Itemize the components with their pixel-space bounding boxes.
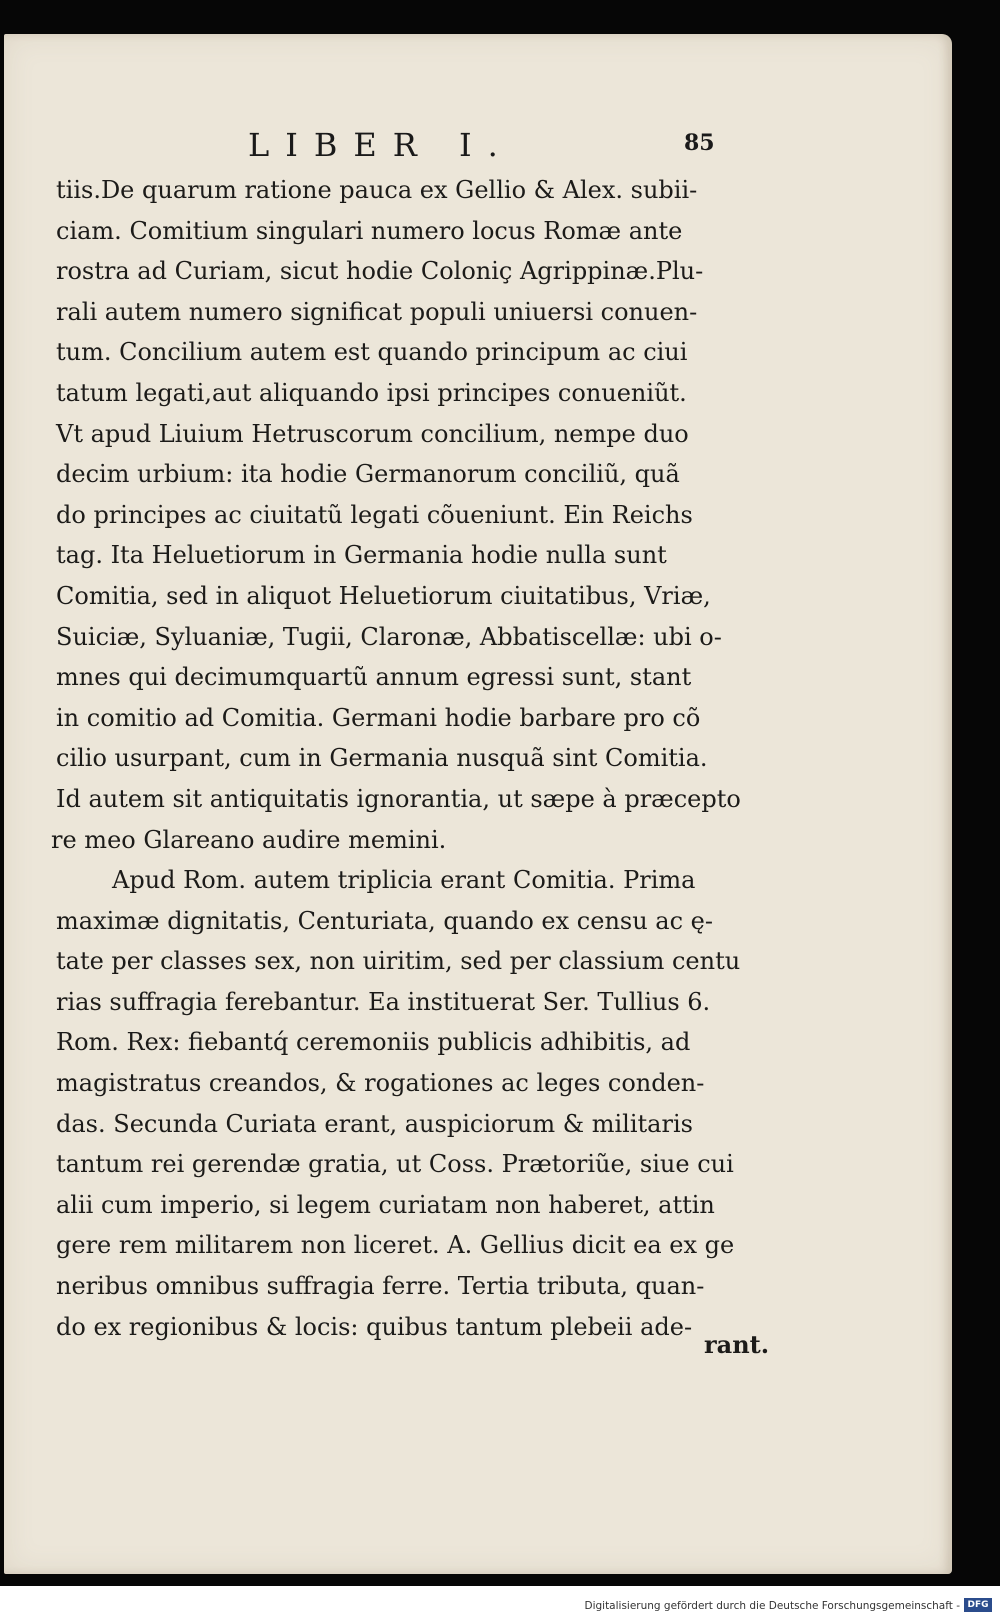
- funding-note: Digitalisierung gefördert durch die Deutsche Forschungsgemeinschaft -: [584, 1600, 960, 1612]
- text-line: tum. Concilium autem est quando principum ac ciui: [56, 338, 688, 367]
- text-line: tate per classes sex, non uiritim, sed per classium centu: [56, 947, 741, 976]
- text-line: rostra ad Curiam, sicut hodie Coloniç Agrippinæ.Plu-: [56, 257, 704, 286]
- text-line: re meo Glareano audire memini.: [51, 825, 447, 854]
- text-line: maximæ dignitatis, Centuriata, quando ex censu ac ę-: [56, 906, 713, 935]
- body-text: [51, 170, 756, 1347]
- book-page: [4, 34, 952, 1574]
- text-line: gere rem militarem non liceret. A. Gellius dicit ea ex ge: [56, 1231, 735, 1260]
- text-line: tiis.De quarum ratione pauca ex Gellio & Alex. subii-: [56, 176, 698, 204]
- text-line: in comitio ad Comitia. Germani hodie barbare pro cõ: [56, 703, 701, 732]
- text-line: Suiciæ, Syluaniæ, Tugii, Claronæ, Abbatiscellæ: ubi o-: [56, 622, 722, 651]
- text-line: cilio usurpant, cum in Germania nusquã sint Comitia.: [56, 744, 708, 773]
- folio-number: 85: [684, 130, 715, 156]
- dfg-logo: DFG: [964, 1598, 992, 1612]
- text-line: ciam. Comitium singulari numero locus Romæ ante: [56, 216, 683, 245]
- text-line: do ex regionibus & locis: quibus tantum plebeii ade-: [56, 1312, 693, 1341]
- text-line: rias suffragia ferebantur. Ea instituerat Ser. Tullius 6.: [56, 987, 711, 1016]
- text-line: Rom. Rex: fiebantq́ ceremoniis publicis adhibitis, ad: [56, 1028, 691, 1057]
- text-line: rali autem numero significat populi uniuersi conuen-: [56, 297, 698, 326]
- text-line: decim urbium: ita hodie Germanorum conciliũ, quã: [56, 460, 680, 489]
- text-line: Comitia, sed in aliquot Heluetiorum ciuitatibus, Vriæ,: [56, 581, 711, 610]
- text-line: alii cum imperio, si legem curiatam non haberet, attin: [56, 1190, 715, 1219]
- text-line: tatum legati,aut aliquando ipsi principes conueniũt.: [56, 378, 687, 407]
- catchword: rant.: [704, 1330, 770, 1359]
- text-line: Id autem sit antiquitatis ignorantia, ut sæpe à præcepto: [56, 784, 741, 813]
- footer-strip: [0, 1586, 1000, 1620]
- text-line: das. Secunda Curiata erant, auspiciorum & militaris: [56, 1109, 693, 1138]
- text-line: do principes ac ciuitatũ legati cõueniunt. Ein Reichs: [56, 500, 693, 529]
- text-line: mnes qui decimumquartũ annum egressi sunt, stant: [56, 663, 692, 692]
- page-header: [4, 126, 952, 166]
- text-line: tantum rei gerendæ gratia, ut Coss. Prætoriũe, siue cui: [56, 1150, 734, 1179]
- text-line: Vt apud Liuium Hetruscorum concilium, nempe duo: [56, 419, 689, 448]
- running-title: LIBER I.: [248, 126, 514, 164]
- text-line: neribus omnibus suffragia ferre. Tertia tributa, quan-: [56, 1272, 705, 1301]
- text-line: tag. Ita Heluetiorum in Germania hodie nulla sunt: [56, 541, 667, 570]
- paragraph-start-line: Apud Rom. autem triplicia erant Comitia. Prima: [112, 866, 696, 895]
- text-line: magistratus creandos, & rogationes ac leges conden-: [56, 1069, 705, 1098]
